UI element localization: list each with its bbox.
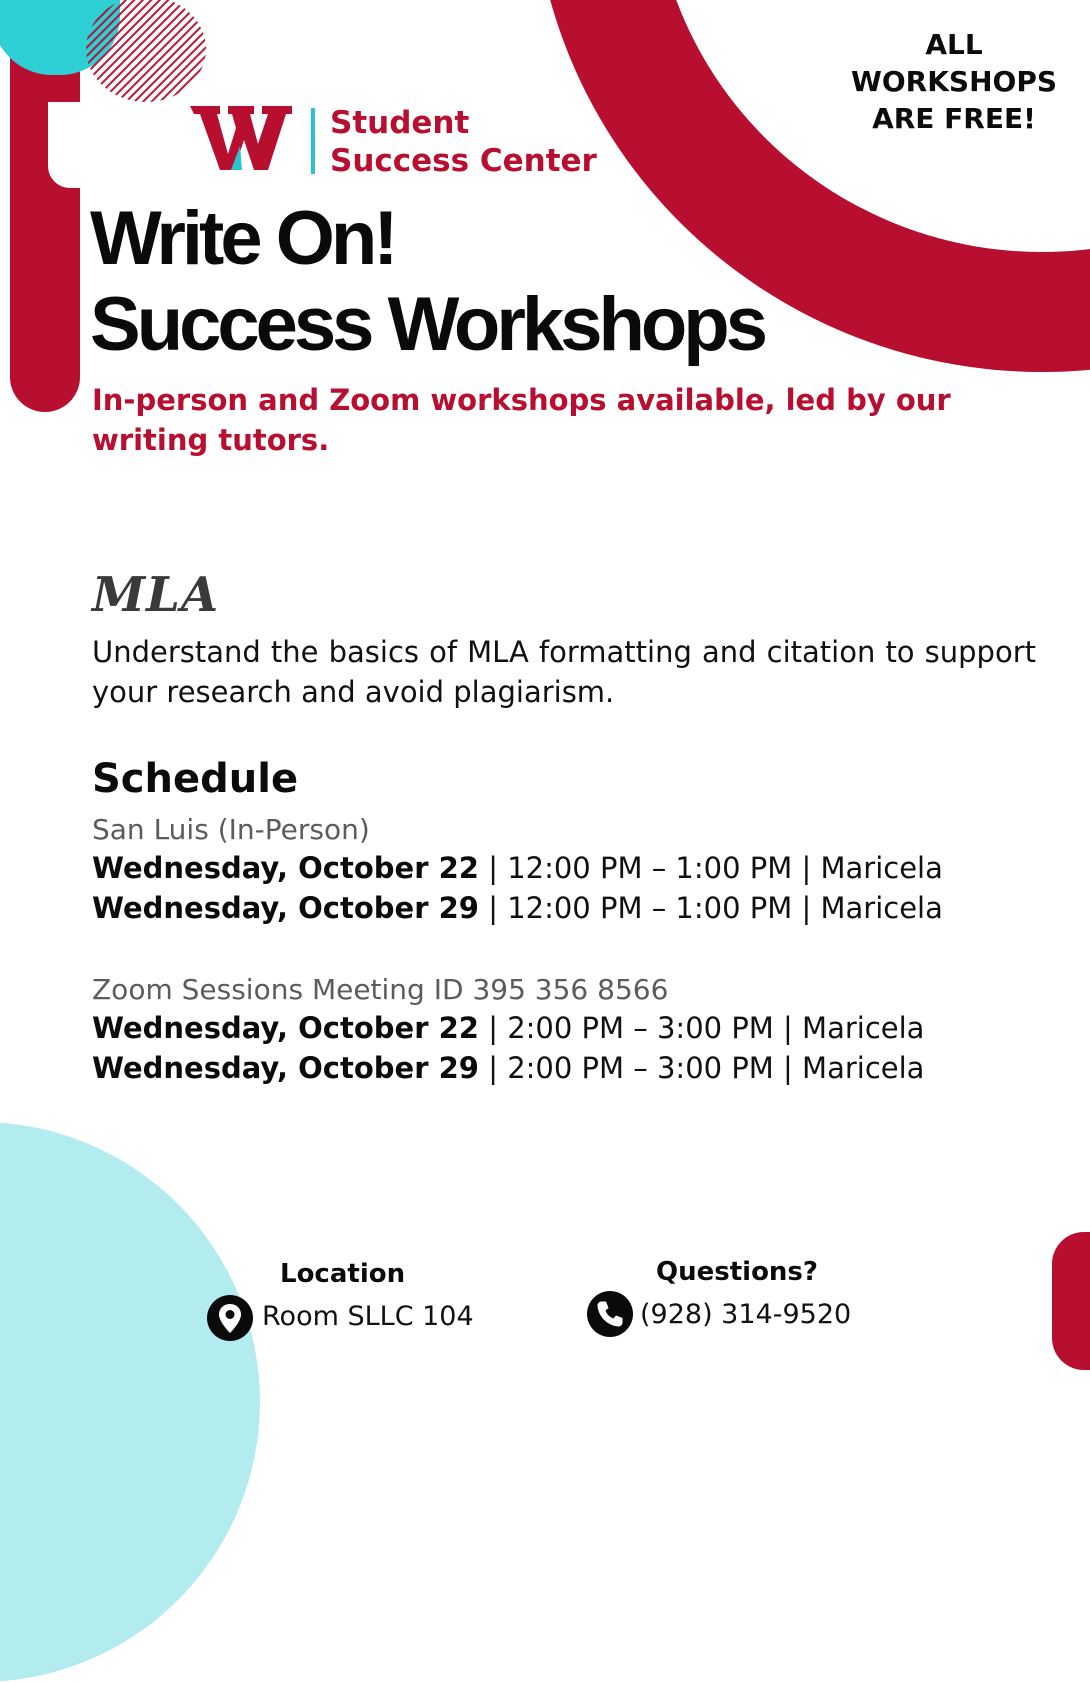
location-value: Room SLLC 104 (262, 1301, 474, 1332)
questions-heading: Questions? (656, 1257, 818, 1287)
session-date: Wednesday, October 22 (92, 1011, 479, 1045)
session-date: Wednesday, October 29 (92, 1051, 479, 1085)
map-pin-icon (206, 1294, 254, 1342)
schedule-group-label: San Luis (In-Person) (92, 813, 370, 846)
location-heading: Location (280, 1259, 406, 1289)
free-banner-line: ALL (925, 28, 983, 61)
session-row (92, 848, 943, 888)
separator: | (801, 851, 821, 885)
workshop-title: MLA (92, 567, 220, 623)
separator: | (488, 891, 508, 925)
title-line: Write On! (90, 196, 395, 281)
logo-line: Student (330, 105, 470, 141)
session-row (92, 1008, 924, 1048)
decorative-teal-circle (0, 1122, 260, 1682)
free-banner-line: WORKSHOPS (850, 65, 1058, 98)
session-row (92, 1048, 924, 1088)
session-time: 12:00 PM – 1:00 PM (507, 851, 793, 885)
logo-text (330, 104, 597, 180)
decorative-bar-notch (48, 102, 80, 188)
separator: | (783, 1011, 803, 1045)
logo-divider (311, 108, 315, 174)
decorative-red-tab (1052, 1232, 1090, 1370)
free-banner-line: ARE FREE! (872, 102, 1036, 135)
session-tutor: Maricela (802, 1051, 925, 1085)
session-date: Wednesday, October 22 (92, 851, 479, 885)
questions-value: (928) 314-9520 (640, 1299, 852, 1330)
subtitle: In-person and Zoom workshops available, led by our writing tutors. (92, 383, 951, 457)
separator: | (488, 1051, 508, 1085)
session-time: 12:00 PM – 1:00 PM (507, 891, 793, 925)
separator: | (801, 891, 821, 925)
session-row (92, 888, 943, 928)
separator: | (488, 851, 508, 885)
decorative-hatched-circle (86, 0, 206, 102)
session-time: 2:00 PM – 3:00 PM (507, 1051, 774, 1085)
session-time: 2:00 PM – 3:00 PM (507, 1011, 774, 1045)
schedule-heading: Schedule (92, 756, 299, 802)
schedule-group-label: Zoom Sessions Meeting ID 395 356 8566 (92, 973, 669, 1006)
separator: | (488, 1011, 508, 1045)
wildcat-w-logo-icon (190, 104, 292, 174)
logo-line: Success Center (330, 143, 597, 179)
separator: | (783, 1051, 803, 1085)
free-workshops-banner (834, 26, 1074, 137)
page-title (90, 196, 764, 368)
workshop-description: Understand the basics of MLA formatting and citation to support your research and avoid plagiarism. (92, 635, 1036, 709)
title-line: Success Workshops (90, 282, 765, 367)
session-tutor: Maricela (802, 1011, 925, 1045)
phone-icon (586, 1290, 634, 1338)
session-tutor: Maricela (820, 891, 943, 925)
session-tutor: Maricela (820, 851, 943, 885)
session-date: Wednesday, October 29 (92, 891, 479, 925)
